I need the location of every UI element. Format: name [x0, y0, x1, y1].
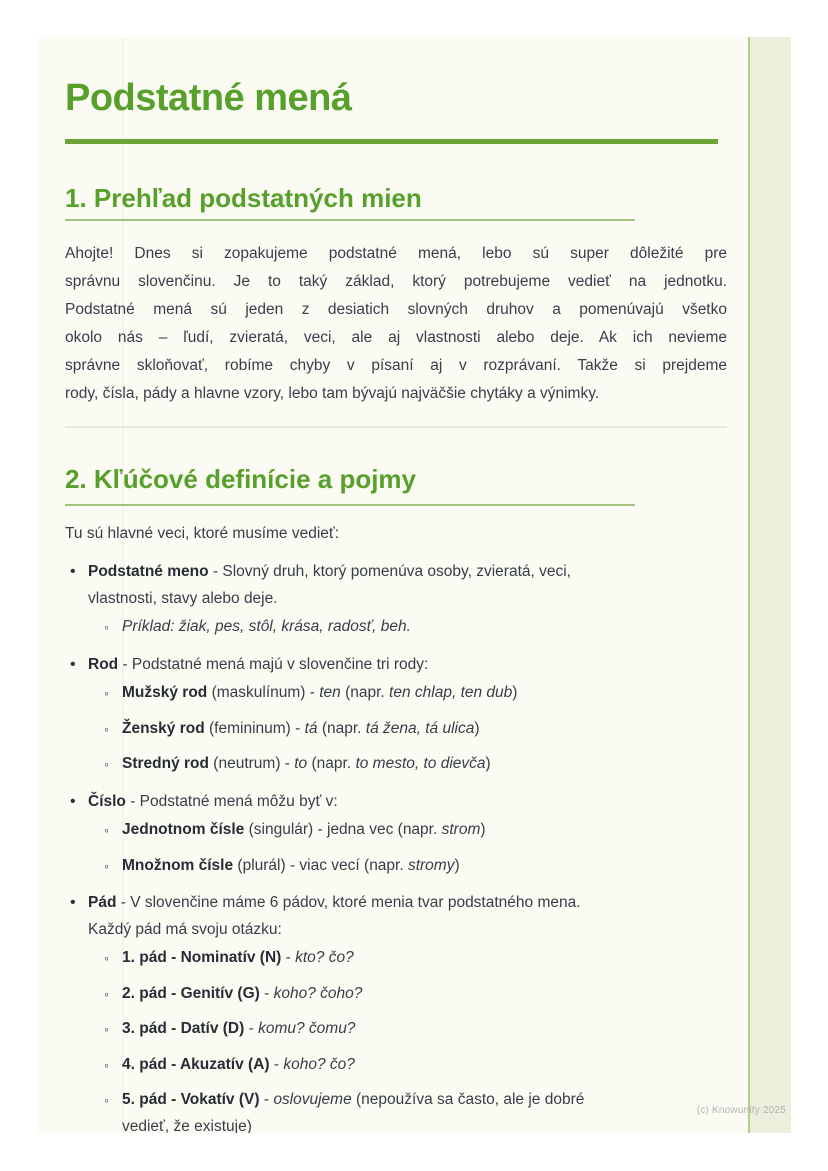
- circle-bullet-icon: ◦: [104, 1092, 109, 1108]
- sub-list: [104, 945, 727, 1133]
- sub-item-text: [122, 755, 491, 772]
- circle-bullet-icon: ◦: [104, 720, 109, 737]
- text-run: Príklad: žiak, pes, stôl, krása, radosť, beh.: [122, 618, 411, 635]
- sub-list: [104, 680, 727, 778]
- text-run: -: [259, 1091, 274, 1108]
- sub-list: [104, 817, 727, 879]
- sub-item: [104, 680, 727, 707]
- section-divider: [65, 426, 727, 428]
- text-run: Mužský rod: [122, 684, 208, 701]
- sub-item-text: [122, 1091, 584, 1133]
- text-run: koho? čo?: [283, 1055, 355, 1073]
- heading-underline: [65, 504, 635, 506]
- circle-bullet-icon: ◦: [104, 1056, 109, 1073]
- text-run: (femininum) -: [204, 719, 305, 737]
- text-run: vlastnosti, stavy alebo deje.: [88, 589, 278, 607]
- definition-item: [65, 559, 727, 641]
- watermark: (c) Knowunity 2025: [696, 1105, 786, 1116]
- text-run: - Podstatné mená môžu byť v:: [125, 792, 338, 810]
- sub-item: [104, 817, 727, 844]
- sub-item-text: [122, 684, 517, 701]
- heading-underline: [65, 219, 635, 221]
- text-run: Stredný rod: [122, 755, 209, 772]
- definitions-intro: Tu sú hlavné veci, ktoré musíme vedieť:: [65, 525, 340, 542]
- text-run: (neutrum) -: [208, 755, 295, 772]
- bullet-icon: •: [70, 563, 76, 580]
- overview-paragraph: [65, 240, 727, 408]
- sub-item-text: [122, 618, 411, 635]
- text-run: tá žena, tá ulica: [365, 719, 475, 737]
- text-run: oslovujeme: [273, 1091, 352, 1108]
- sub-item: [104, 1087, 727, 1133]
- sub-item-text: [122, 720, 480, 737]
- definition-item: [65, 789, 727, 880]
- circle-bullet-icon: ◦: [104, 950, 109, 966]
- text-run: -: [269, 1055, 284, 1073]
- text-run: kto? čo?: [295, 949, 354, 966]
- sub-item: [104, 853, 727, 880]
- title-rule: [65, 139, 718, 144]
- sub-item: [104, 716, 727, 743]
- definition-item: [65, 652, 727, 778]
- definitions-list: [65, 559, 727, 1133]
- text-run: (nepoužíva sa často, ale je dobré: [351, 1091, 585, 1108]
- text-run: 3. pád - Datív (D): [122, 1020, 245, 1037]
- text-run: 1. pád - Nominatív (N): [122, 949, 282, 966]
- text-run: 4. pád - Akuzatív (A): [122, 1055, 270, 1073]
- circle-bullet-icon: ◦: [104, 985, 109, 1002]
- text-run: stromy: [407, 856, 455, 874]
- text-run: Každý pád má svoju otázku:: [88, 920, 282, 938]
- circle-bullet-icon: ◦: [104, 619, 109, 635]
- text-run: vedieť, že existuje): [122, 1117, 252, 1133]
- sub-item-text: [122, 1020, 355, 1037]
- definition-item: [65, 890, 727, 1133]
- paragraph-line: správne skloňovať, robíme chyby v písaní aj v rozprávaní. Takže si prejdeme: [65, 357, 727, 374]
- text-run: 5. pád - Vokatív (V): [122, 1091, 260, 1108]
- page-title: Podstatné mená: [65, 77, 352, 119]
- sub-item: [104, 981, 727, 1008]
- text-run: ): [454, 856, 460, 874]
- section-heading-overview: 1. Prehľad podstatných mien: [65, 183, 422, 213]
- text-run: ): [512, 684, 518, 701]
- text-run: (maskulínum) -: [207, 684, 320, 701]
- text-run: strom: [441, 821, 481, 838]
- sub-item: [104, 1052, 727, 1079]
- page-content: [38, 37, 791, 1133]
- sub-item-text: [122, 821, 486, 838]
- text-run: to mesto, to dievča: [355, 755, 486, 772]
- text-run: (plurál) - viac vecí (napr.: [233, 856, 408, 874]
- text-run: Číslo: [88, 792, 126, 810]
- paragraph-line: Ahojte! Dnes si zopakujeme podstatné mená, lebo sú super dôležité pre: [65, 245, 727, 262]
- circle-bullet-icon: ◦: [104, 1021, 109, 1037]
- sub-list: [104, 614, 727, 641]
- circle-bullet-icon: ◦: [104, 857, 109, 874]
- text-run: ): [485, 755, 491, 772]
- sub-item-text: [122, 1056, 355, 1073]
- definition-text: [88, 563, 571, 607]
- text-run: Ženský rod: [122, 719, 205, 737]
- circle-bullet-icon: ◦: [104, 822, 109, 838]
- circle-bullet-icon: ◦: [104, 685, 109, 701]
- text-run: ten: [319, 684, 341, 701]
- text-run: - Slovný druh, ktorý pomenúva osoby, zvieratá, veci,: [208, 563, 571, 580]
- text-run: -: [259, 984, 274, 1002]
- paragraph-line: okolo nás – ľudí, zvieratá, veci, ale aj vlastnosti alebo deje. Ak ich nevieme: [65, 329, 727, 346]
- text-run: (singulár) - jedna vec (napr.: [244, 821, 442, 838]
- text-run: tá: [304, 719, 318, 737]
- sub-item: [104, 614, 727, 641]
- document-page: [38, 37, 791, 1133]
- text-run: - V slovenčine máme 6 pádov, ktoré menia tvar podstatného mena.: [116, 894, 581, 911]
- definition-text: [88, 656, 428, 673]
- text-run: Pád: [88, 894, 117, 911]
- text-run: -: [244, 1020, 259, 1037]
- sub-item-text: [122, 857, 460, 874]
- paragraph-line: rody, čísla, pády a hlavne vzory, lebo tam bývajú najväčšie chytáky a výnimky.: [65, 385, 600, 402]
- paragraph-line: správnu slovenčinu. Je to taký základ, ktorý potrebujeme vedieť na jednotku.: [65, 273, 727, 290]
- bullet-icon: •: [70, 792, 76, 810]
- section-heading-definitions: 2. Kľúčové definície a pojmy: [65, 464, 417, 494]
- text-run: ): [480, 821, 486, 838]
- bullet-icon: •: [70, 894, 76, 911]
- text-run: to: [294, 755, 308, 772]
- text-run: -: [281, 949, 296, 966]
- text-run: 2. pád - Genitív (G): [122, 984, 260, 1002]
- text-run: ten chlap, ten dub: [389, 684, 513, 701]
- bullet-icon: •: [70, 655, 76, 673]
- sub-item: [104, 945, 727, 972]
- text-run: Jednotnom čísle: [122, 821, 245, 838]
- definition-text: [88, 894, 581, 938]
- text-run: Množnom čísle: [122, 856, 234, 874]
- text-run: - Podstatné mená majú v slovenčine tri rody:: [118, 655, 429, 673]
- text-run: Podstatné meno: [88, 563, 209, 580]
- text-run: koho? čoho?: [273, 984, 363, 1002]
- sub-item: [104, 751, 727, 778]
- text-run: komu? čomu?: [258, 1020, 356, 1037]
- definition-text: [88, 793, 338, 810]
- text-run: (napr.: [317, 719, 366, 737]
- text-run: (napr.: [340, 684, 390, 701]
- sub-item-text: [122, 985, 362, 1002]
- text-run: (napr.: [307, 755, 356, 772]
- text-run: Rod: [88, 655, 119, 673]
- circle-bullet-icon: ◦: [104, 756, 109, 772]
- paragraph-line: Podstatné mená sú jeden z desiatich slovných druhov a pomenúvajú všetko: [65, 301, 727, 318]
- text-run: ): [474, 719, 480, 737]
- sub-item-text: [122, 949, 354, 966]
- sub-item: [104, 1016, 727, 1043]
